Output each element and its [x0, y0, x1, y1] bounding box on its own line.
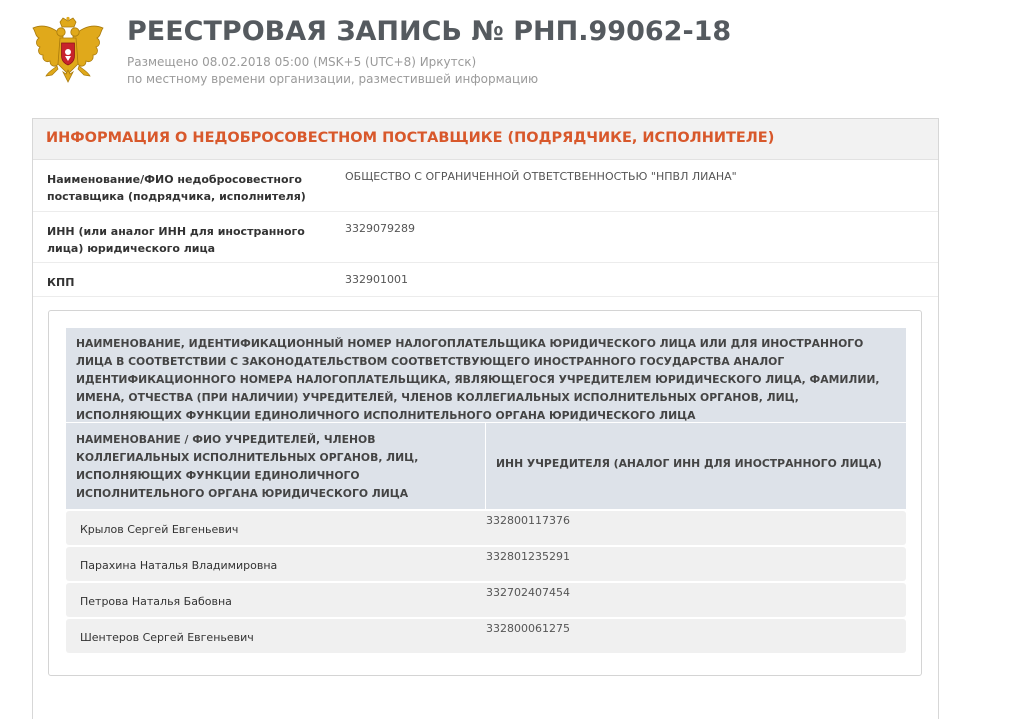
- table-row: [66, 547, 906, 581]
- info-value: ОБЩЕСТВО С ОГРАНИЧЕННОЙ ОТВЕТСТВЕННОСТЬЮ "НПВЛ ЛИАНА": [345, 170, 737, 183]
- page-title: РЕЕСТРОВАЯ ЗАПИСЬ № РНП.99062-18: [127, 16, 732, 47]
- table-row: [66, 511, 906, 545]
- info-label: КПП: [47, 276, 75, 289]
- info-label: ИНН (или аналог ИНН для иностранного лица) юридического лица: [47, 225, 305, 255]
- founder-name: Петрова Наталья Бабовна: [80, 595, 232, 608]
- panel-header: [33, 119, 938, 160]
- page-header: [30, 14, 1010, 94]
- founder-inn: 332800117376: [486, 514, 570, 527]
- founder-inn: 332702407454: [486, 586, 570, 599]
- russian-coat-of-arms-icon: [30, 16, 106, 90]
- info-value: 332901001: [345, 273, 408, 286]
- panel-title: ИНФОРМАЦИЯ О НЕДОБРОСОВЕСТНОМ ПОСТАВЩИКЕ (ПОДРЯДЧИКЕ, ИСПОЛНИТЕЛЕ): [46, 130, 775, 146]
- table-row: [66, 619, 906, 653]
- info-value: 3329079289: [345, 222, 415, 235]
- table-row: [66, 583, 906, 617]
- founder-inn: 332800061275: [486, 622, 570, 635]
- supplier-info-panel: [32, 118, 939, 719]
- founder-inn: 332801235291: [486, 550, 570, 563]
- founder-name: Парахина Наталья Владимировна: [80, 559, 278, 572]
- info-row-kpp: [33, 263, 938, 297]
- founders-table: [48, 310, 922, 676]
- founder-name: Шентеров Сергей Евгеньевич: [80, 631, 254, 644]
- posted-time-note: по местному времени организации, разместившей информацию: [127, 72, 539, 86]
- founder-name: Крылов Сергей Евгеньевич: [80, 523, 239, 536]
- info-label: Наименование/ФИО недобросовестного поставщика (подрядчика, исполнителя): [47, 173, 306, 203]
- posted-date: Размещено 08.02.2018 05:00 (MSK+5 (UTC+8) Иркутск): [127, 55, 477, 69]
- info-row-supplier-name: [33, 160, 938, 212]
- info-row-inn: [33, 212, 938, 263]
- founders-caption: НАИМЕНОВАНИЕ, ИДЕНТИФИКАЦИОННЫЙ НОМЕР НАЛОГОПЛАТЕЛЬЩИКА ЮРИДИЧЕСКОГО ЛИЦА ИЛИ ДЛЯ ИНОСТРАННОГО ЛИЦА В СООТВЕТСТВИИ С ЗАКОНОДАТЕЛЬСТВОМ СООТВЕТСТВУЮЩЕГО ИНОСТРАННОГО ГОСУДАРСТВА АНАЛОГ ИДЕНТИФИКАЦИОННОГО НОМЕРА НАЛОГОПЛАТЕЛЬЩИКА, ЯВЛЯЮЩЕГОСЯ УЧРЕДИТЕЛЕМ ЮРИДИЧЕСКОГО ЛИЦА, ФАМИЛИИ, ИМЕНА, ОТЧЕСТВА (ПРИ НАЛИЧИИ) УЧРЕДИТЕЛЕЙ, ЧЛЕНОВ КОЛЛЕГИАЛЬНЫХ ИСПОЛНИТЕЛЬНЫХ ОРГАНОВ, ЛИЦ, ИСПОЛНЯЮЩИХ ФУНКЦИИ ЕДИНОЛИЧНОГО ИСПОЛНИТЕЛЬНОГО ОРГАНА ЮРИДИЧЕСКОГО ЛИЦА: [66, 328, 906, 422]
- column-header-inn: ИНН УЧРЕДИТЕЛЯ (АНАЛОГ ИНН ДЛЯ ИНОСТРАННОГО ЛИЦА): [486, 423, 906, 509]
- column-header-name: НАИМЕНОВАНИЕ / ФИО УЧРЕДИТЕЛЕЙ, ЧЛЕНОВ КОЛЛЕГИАЛЬНЫХ ИСПОЛНИТЕЛЬНЫХ ОРГАНОВ, ЛИЦ, ИСПОЛНЯЮЩИХ ФУНКЦИИ ЕДИНОЛИЧНОГО ИСПОЛНИТЕЛЬНОГО ОРГАНА ЮРИДИЧЕСКОГО ЛИЦА: [66, 423, 485, 509]
